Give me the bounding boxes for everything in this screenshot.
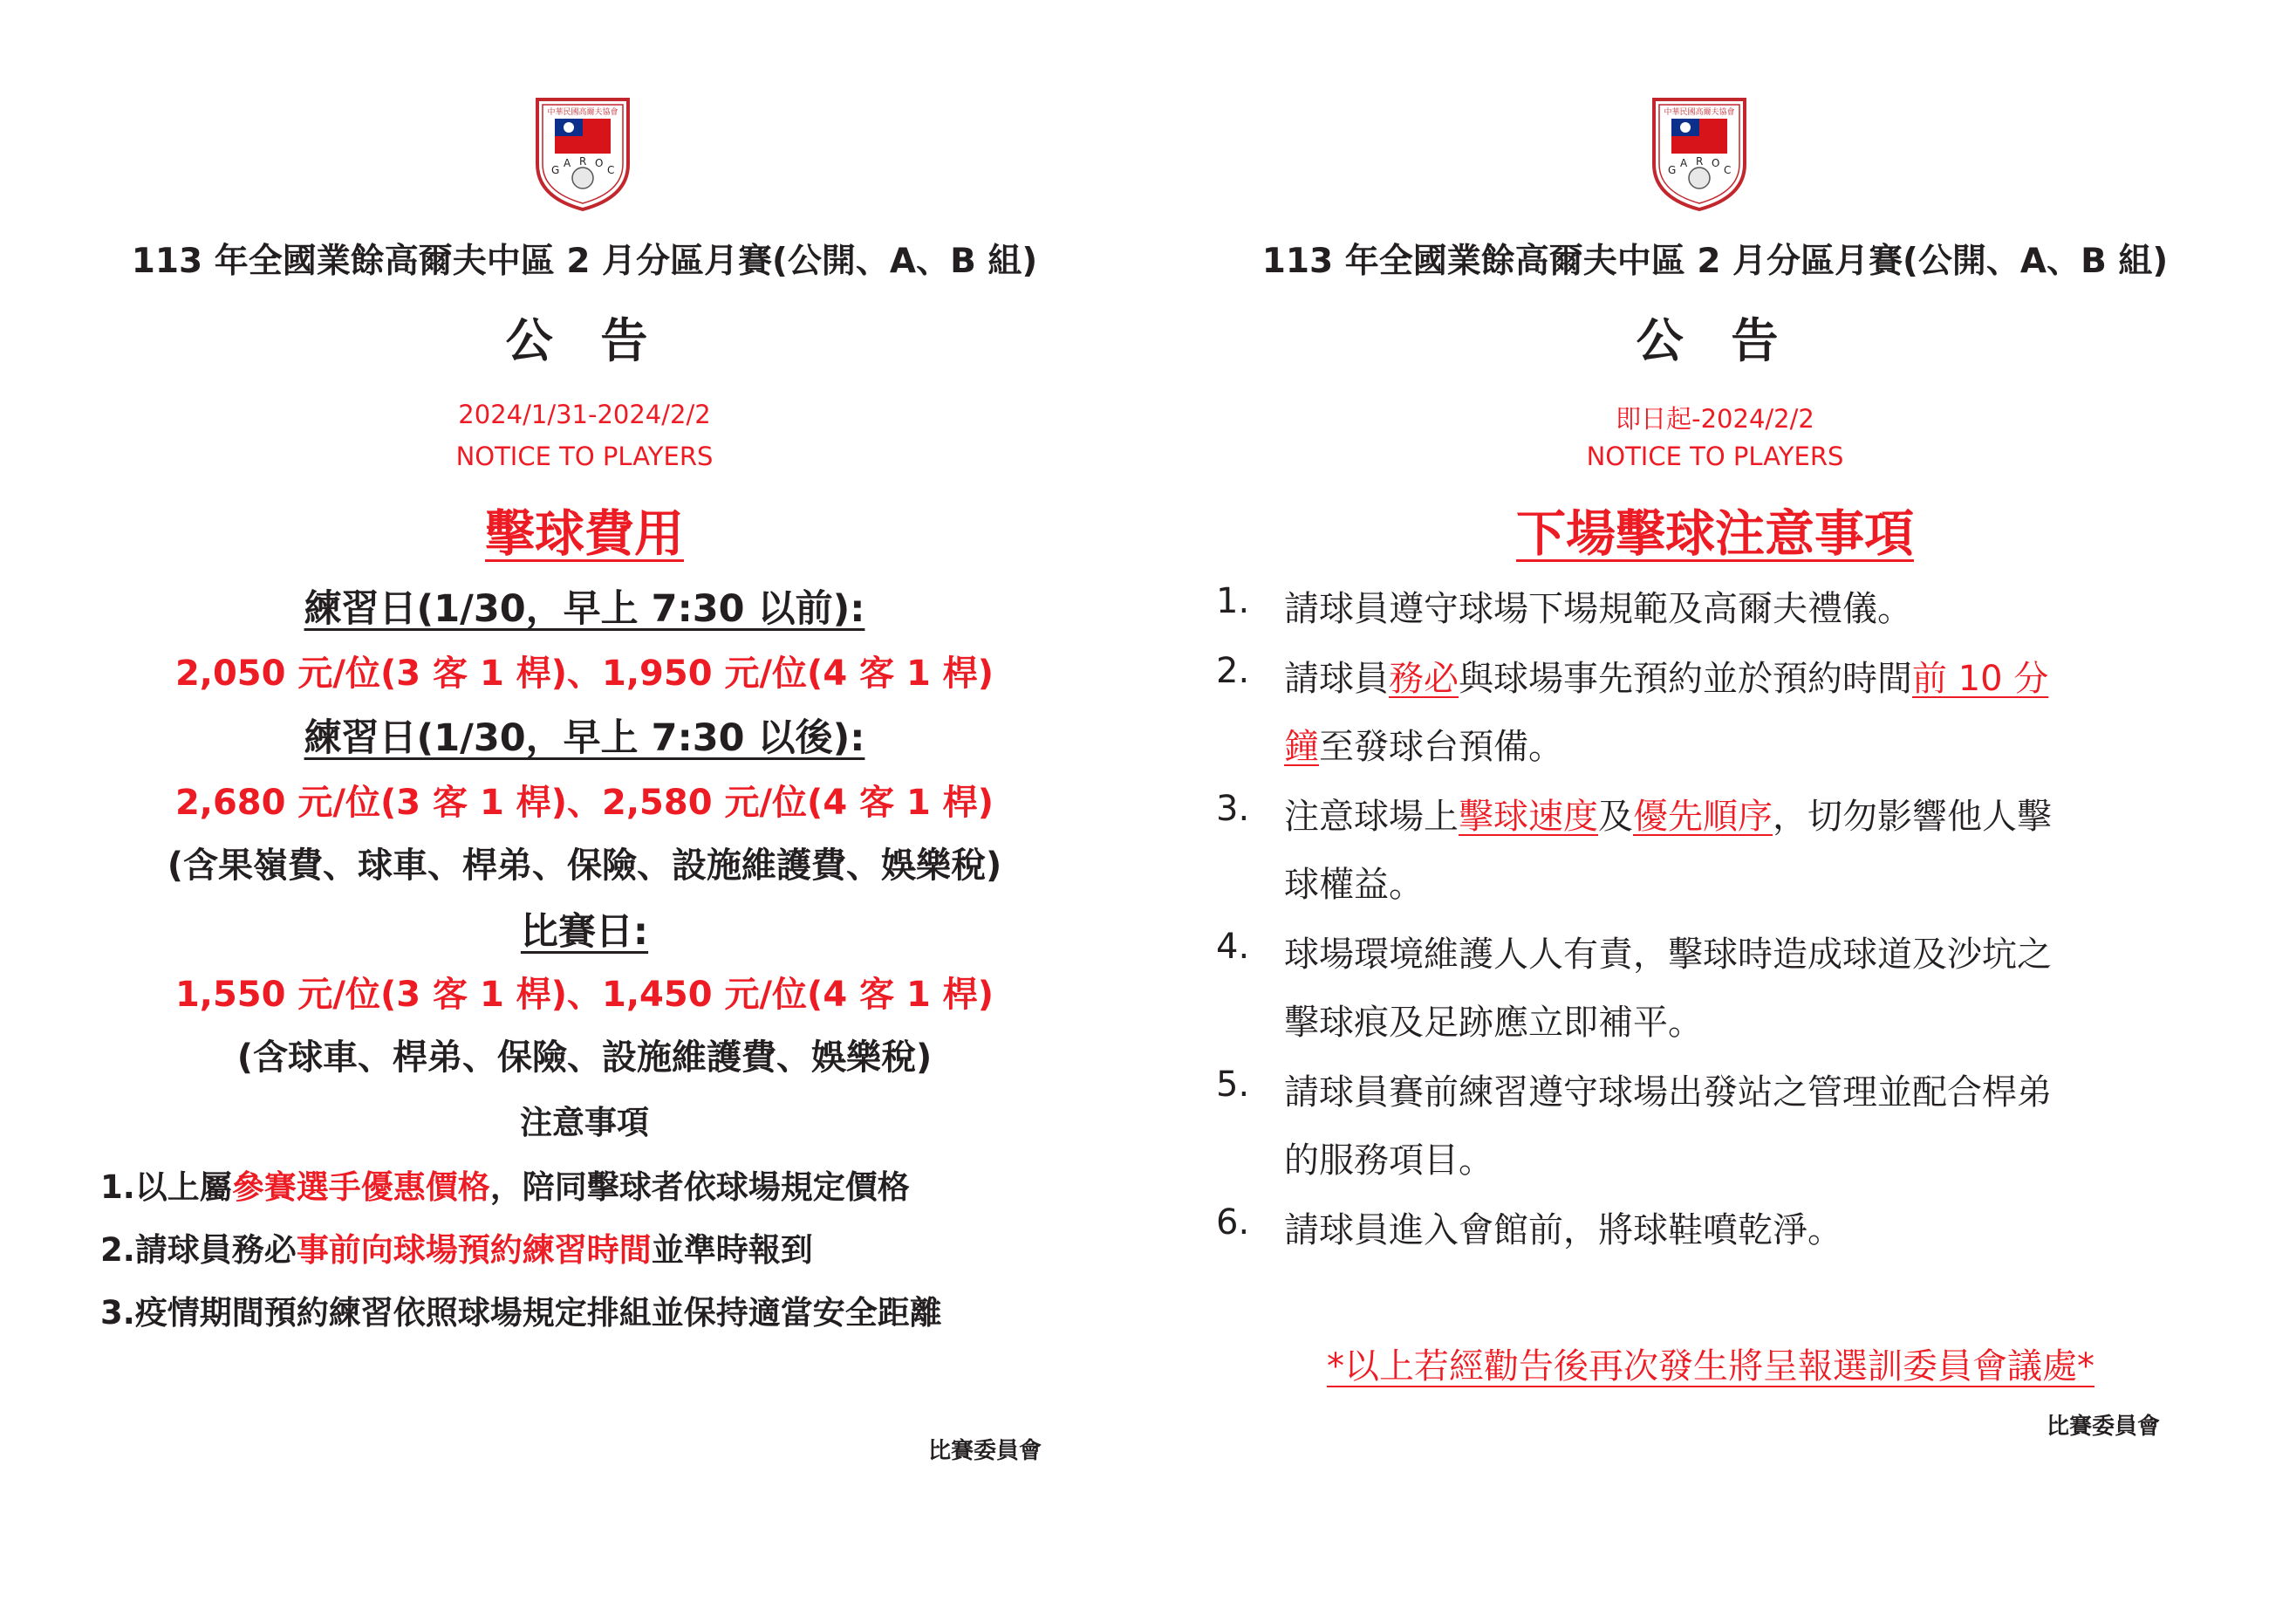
signature: 比賽委員會 xyxy=(2047,1414,2161,1440)
logo-letter-o: O xyxy=(595,157,604,169)
rule-highlight: 務必 xyxy=(1389,659,1459,699)
note-2-highlight: 事前向球場預約練習時間 xyxy=(296,1231,652,1269)
rule-text: 請球員進入會館前，將球鞋噴乾淨。 xyxy=(1284,1210,1842,1250)
notice-en: NOTICE TO PLAYERS xyxy=(455,442,714,471)
rule-number: 1. xyxy=(1216,581,1250,621)
signature: 比賽委員會 xyxy=(928,1438,1042,1464)
rule-highlight: 鐘 xyxy=(1284,727,1319,767)
warning-text: *以上若經勸告後再次發生將呈報選訓委員會議處* xyxy=(1327,1346,2094,1387)
logo-letter-c: C xyxy=(1724,164,1732,176)
practice-after-label: 練習日(1/30，早上 7:30 以後): xyxy=(304,716,865,760)
practice-before-price: 2,050 元/位(3 客 1 桿)、1,950 元/位(4 客 1 桿) xyxy=(174,654,994,694)
page-title: 113 年全國業餘高爾夫中區 2 月分區月賽(公開、A、B 組) xyxy=(1261,242,2169,281)
logo-letter-g: G xyxy=(551,164,560,176)
rule-text: 請球員遵守球場下場規範及高爾夫禮儀。 xyxy=(1284,589,1912,629)
rule-text-part: 與球場事先預約並於預約時間 xyxy=(1459,659,1912,699)
logo-letter-r: R xyxy=(579,155,587,168)
match-label: 比賽日: xyxy=(520,910,649,954)
practice-before-label: 練習日(1/30，早上 7:30 以前): xyxy=(304,587,865,631)
rule-text-continued xyxy=(1284,719,1563,769)
note-1-post: ，陪同擊球者依球場規定價格 xyxy=(489,1168,910,1206)
note-1 xyxy=(100,1161,910,1208)
logo-text: 中華民國高爾夫協會 xyxy=(547,108,618,117)
rules-heading: 下場擊球注意事項 xyxy=(1516,505,1914,563)
rule-highlight: 優先順序 xyxy=(1633,797,1773,837)
rule-text xyxy=(1284,651,2048,701)
note-2-pre: 2.請球員務必 xyxy=(100,1231,297,1269)
logo-letter-o: O xyxy=(1712,157,1720,169)
match-price: 1,550 元/位(3 客 1 桿)、1,450 元/位(4 客 1 桿) xyxy=(174,975,994,1015)
rule-text-part: ，切勿影響他人擊 xyxy=(1773,797,2052,837)
rule-text: 球場環境維護人人有責，擊球時造成球道及沙坑之 xyxy=(1284,935,2052,975)
rule-text-part: 至發球台預備。 xyxy=(1319,727,1563,767)
page-title: 113 年全國業餘高爾夫中區 2 月分區月賽(公開、A、B 組) xyxy=(131,242,1038,281)
logo-letter-a: A xyxy=(564,157,571,169)
logo-letter-r: R xyxy=(1696,155,1704,168)
rule-highlight: 前 10 分 xyxy=(1912,659,2049,699)
practice-includes: (含果嶺費、球車、桿弟、保險、設施維護費、娛樂稅) xyxy=(167,846,1002,886)
fee-heading: 擊球費用 xyxy=(485,505,684,563)
notice-label: 公 告 xyxy=(505,313,664,368)
notes-title: 注意事項 xyxy=(520,1104,649,1141)
warning-line xyxy=(1125,1339,2296,1388)
garoc-logo xyxy=(1649,94,1750,213)
garoc-logo xyxy=(532,94,633,213)
rule-number: 5. xyxy=(1216,1065,1250,1105)
rule-text-continued: 擊球痕及足跡應立即補平。 xyxy=(1284,1003,1703,1043)
date-range: 2024/1/31-2024/2/2 xyxy=(458,400,711,429)
logo-letter-a: A xyxy=(1680,157,1688,169)
rule-text: 請球員賽前練習遵守球場出發站之管理並配合桿弟 xyxy=(1284,1072,2052,1113)
logo-letter-c: C xyxy=(607,164,615,176)
rule-text-continued: 球權益。 xyxy=(1284,865,1424,905)
rule-text xyxy=(1284,789,2052,839)
notice-en: NOTICE TO PLAYERS xyxy=(1586,442,1844,471)
rule-number: 3. xyxy=(1216,789,1250,829)
match-includes: (含球車、桿弟、保險、設施維護費、娛樂稅) xyxy=(236,1037,933,1078)
notice-label: 公 告 xyxy=(1636,313,1794,368)
date-range: 即日起-2024/2/2 xyxy=(1616,404,1814,434)
rule-text-continued: 的服務項目。 xyxy=(1284,1140,1493,1181)
rule-text-part: 請球員 xyxy=(1284,659,1389,699)
logo-letter-g: G xyxy=(1668,164,1677,176)
practice-after-price: 2,680 元/位(3 客 1 桿)、2,580 元/位(4 客 1 桿) xyxy=(174,783,994,823)
rule-text-part: 注意球場上 xyxy=(1284,797,1459,837)
note-1-pre: 1.以上屬 xyxy=(100,1168,232,1206)
note-2-post: 並準時報到 xyxy=(651,1231,813,1269)
rule-number: 2. xyxy=(1216,651,1250,691)
rule-number: 6. xyxy=(1216,1202,1250,1243)
note-1-highlight: 參賽選手優惠價格 xyxy=(231,1168,490,1206)
rule-text-part: 及 xyxy=(1598,797,1633,837)
rule-number: 4. xyxy=(1216,927,1250,967)
note-3: 3.疫情期間預約練習依照球場規定排組並保持適當安全距離 xyxy=(100,1294,942,1332)
logo-text: 中華民國高爾夫協會 xyxy=(1664,108,1735,117)
rule-highlight: 擊球速度 xyxy=(1459,797,1598,837)
note-2 xyxy=(100,1223,813,1270)
